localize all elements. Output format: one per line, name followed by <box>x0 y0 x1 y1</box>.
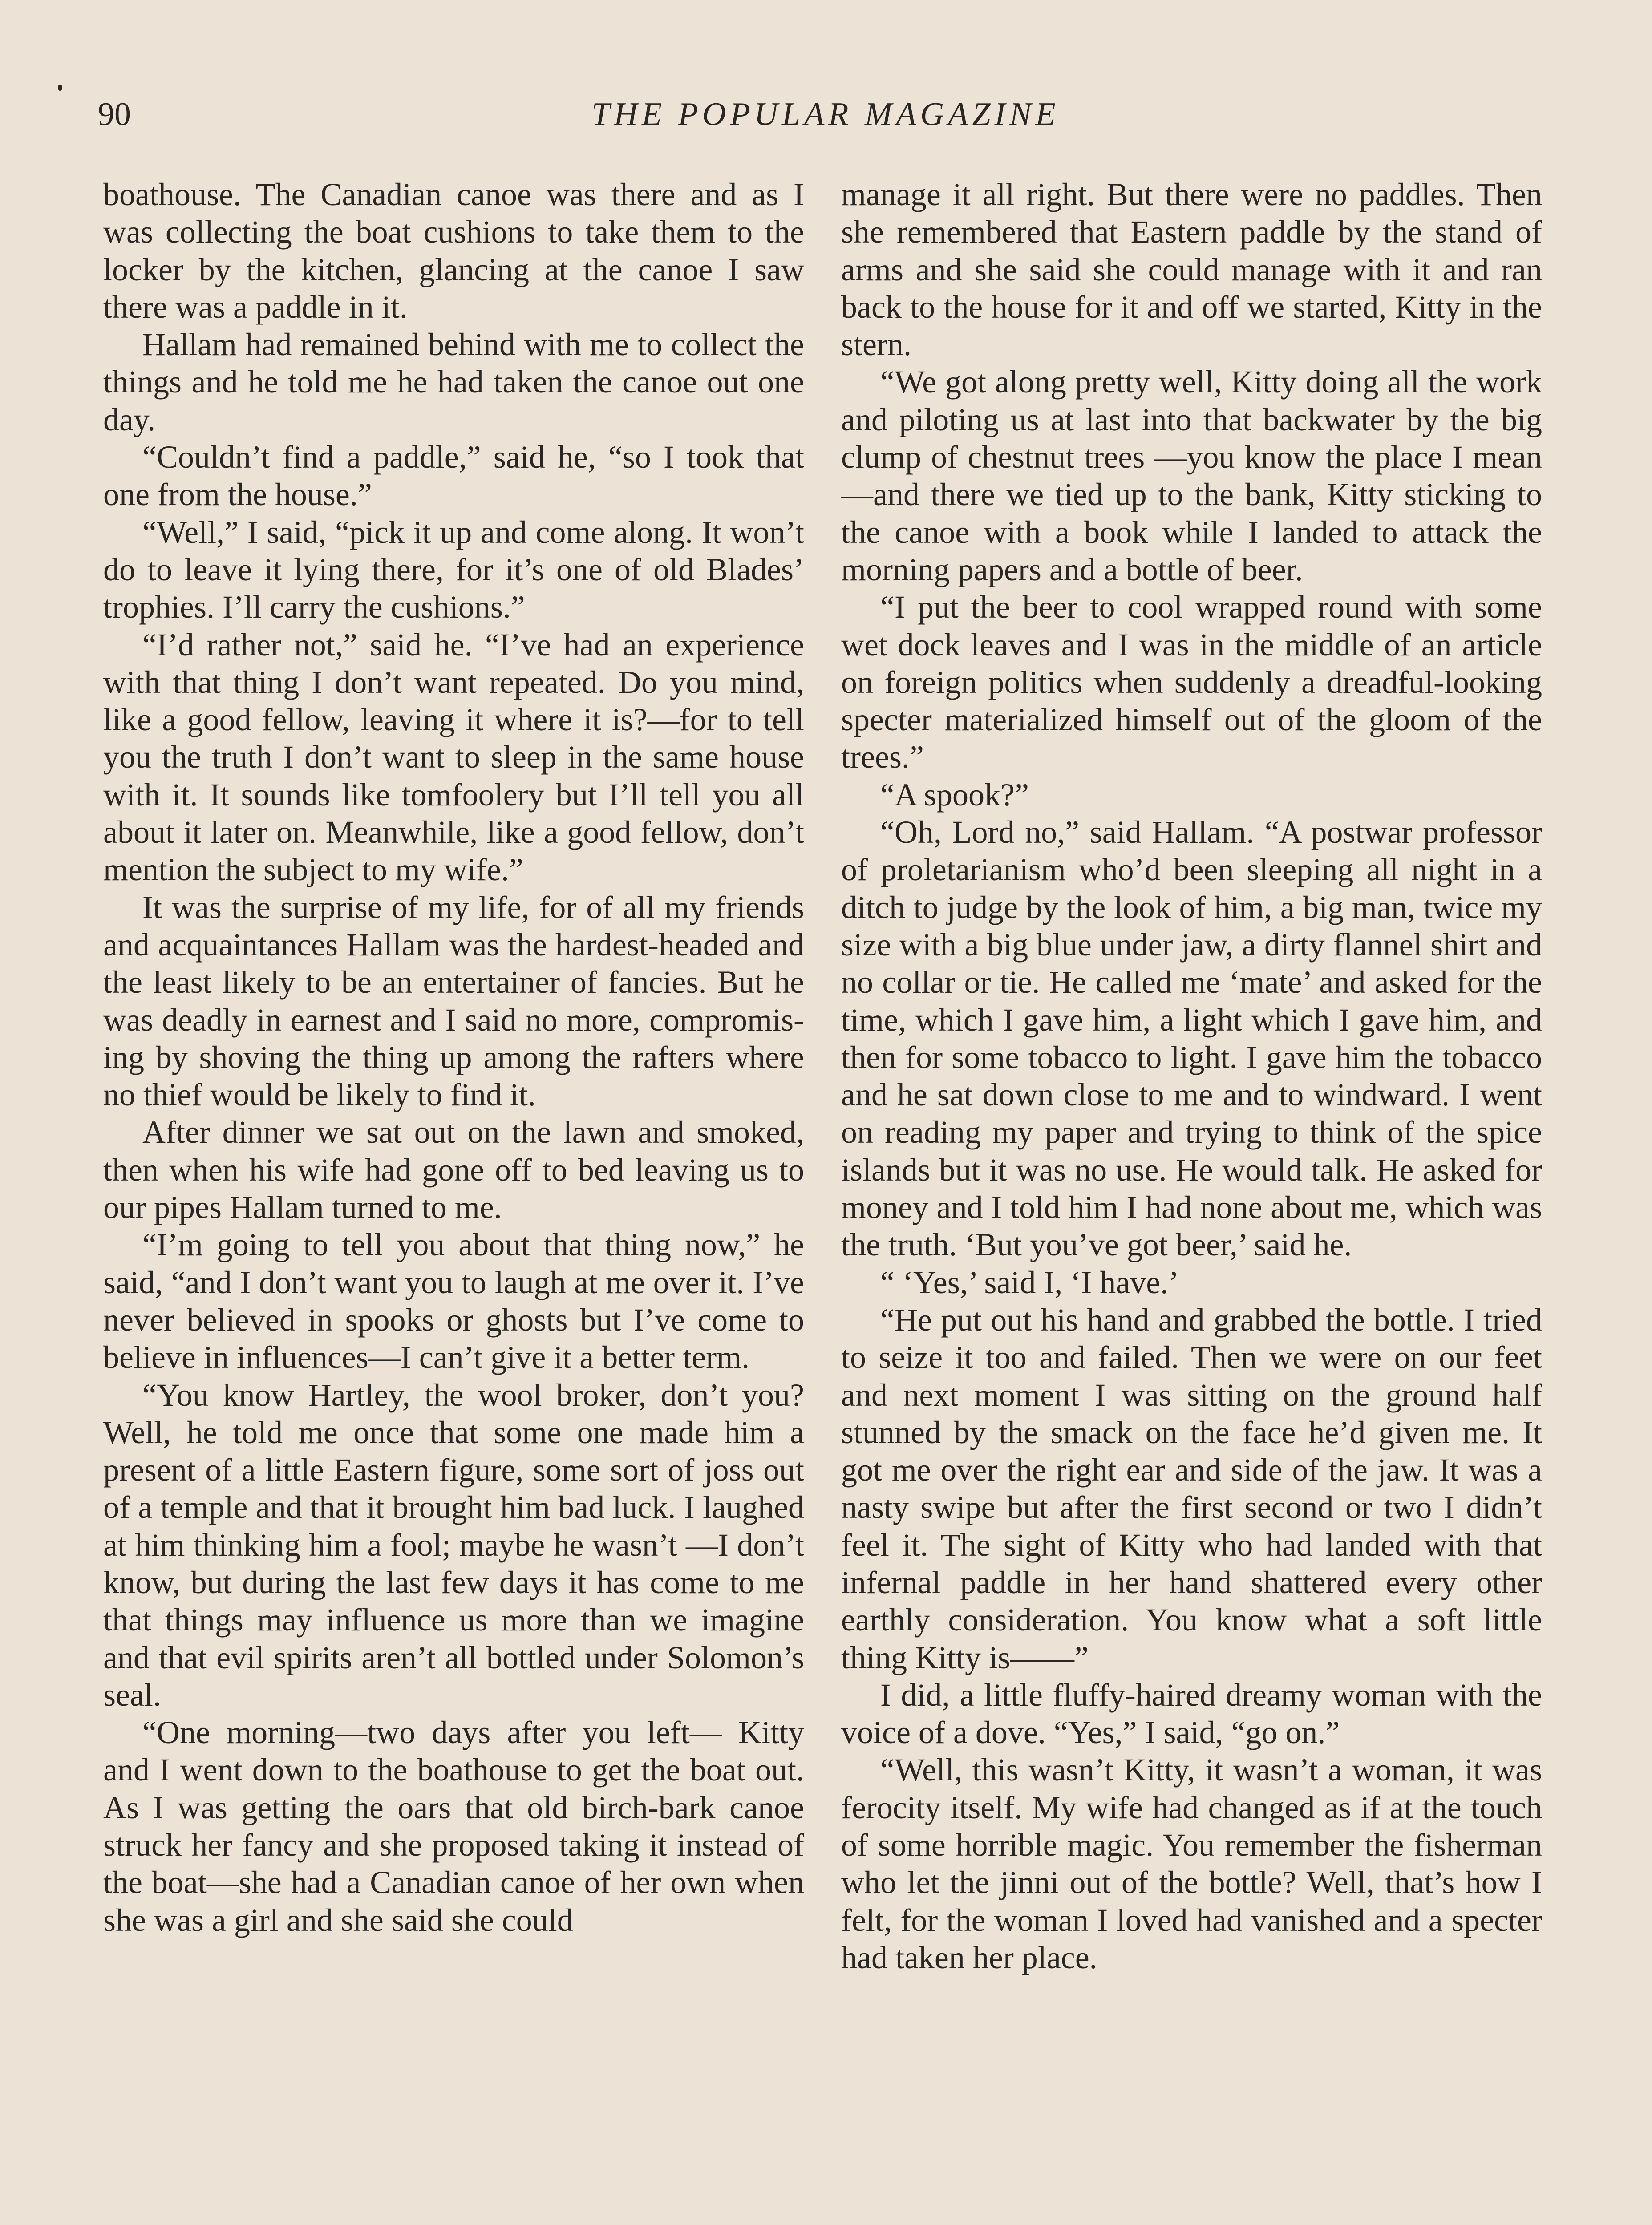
paragraph: “Oh, Lord no,” said Hallam. “A postwar professor of proletarianism who’d been sleeping all night in a ditch to judge by the look of him, a big man, twice my size with a big blue under jaw, a dirty flannel shirt and no collar or tie. He called me ‘mate’ and asked for the time, which I gave him, a light which I gave him, and then for some tobacco to light. I gave him the tobacco and he sat down close to me and to windward. I went on reading my paper and trying to think of the spice islands but it was no use. He would talk. He asked for money and I told him I had none about me, which was the truth. ‘But you’ve got beer,’ said he. <box>841 814 1542 1263</box>
magazine-title: THE POPULAR MAGAZINE <box>591 96 1060 133</box>
paragraph: “We got along pretty well, Kitty doing all the work and piloting us at last into that backwater by the big clump of chestnut trees —you know the place I mean—and there we tied up to the bank, Kitty sticking to the canoe with a book while I landed to attack the morning papers and a bottle of beer. <box>841 364 1542 587</box>
paragraph: “He put out his hand and grabbed the bottle. I tried to seize it too and failed. Then we were on our feet and next moment I was sitting on the ground half stunned by the smack on the face he’d given me. It got me over the right ear and side of the jaw. It was a nasty swipe but after the first second or two I didn’t feel it. The sight of Kitty who had landed with that infernal paddle in her hand shattered every other earthly consideration. You know what a soft little thing Kitty is——” <box>841 1302 1542 1675</box>
paragraph: It was the surprise of my life, for of all my friends and acquaintances Hallam was the hardest-headed and the least likely to be an entertainer of fancies. But he was deadly in earnest and I said no more, compromising by shoving the thing up among the rafters where no thief would be likely to find it. <box>103 889 804 1113</box>
text-column-left <box>103 176 804 1939</box>
paragraph: “A spook?” <box>880 777 1029 813</box>
paragraph: manage it all right. But there were no paddles. Then she remembered that Eastern paddle by the stand of arms and she said she could manage with it and ran back to the house for it and off we started, Kitty in the stern. <box>841 177 1542 363</box>
paragraph: “Well,” I said, “pick it up and come along. It won’t do to leave it lying there, for it’s one of old Blades’ trophies. I’ll carry the cushions.” <box>103 514 804 625</box>
paragraph: boathouse. The Canadian canoe was there and as I was collecting the boat cushions to take them to the locker by the kitchen, glancing at the canoe I saw there was a paddle in it. <box>103 177 804 325</box>
paragraph: “Well, this wasn’t Kitty, it wasn’t a woman, it was ferocity itself. My wife had changed as if at the touch of some horrible magic. You remember the fisherman who let the jinni out of the bottle? Well, that’s how I felt, for the woman I loved had vanished and a specter had taken her place. <box>841 1752 1542 1975</box>
paragraph: “You know Hartley, the wool broker, don’t you? Well, he told me once that some one made him a present of a little Eastern figure, some sort of joss out of a temple and that it brought him bad luck. I laughed at him thinking him a fool; maybe he wasn’t —I don’t know, but during the last few days it has come to me that things may influence us more than we imagine and that evil spirits aren’t all bottled under Solomon’s seal. <box>103 1377 804 1713</box>
ink-speck <box>58 85 62 91</box>
paragraph: “One morning—two days after you left— Kitty and I went down to the boathouse to get the boat out. As I was getting the oars that old birch-bark canoe struck her fancy and she proposed taking it instead of the boat—she had a Canadian canoe of her own when she was a girl and she said she could <box>103 1715 804 1938</box>
page-number: 90 <box>98 96 131 133</box>
text-column-right <box>841 176 1542 1976</box>
paragraph: I did, a little fluffy-haired dreamy woman with the voice of a dove. “Yes,” I said, “go on.” <box>841 1677 1542 1751</box>
paragraph: “Couldn’t find a paddle,” said he, “so I took that one from the house.” <box>103 439 804 513</box>
paragraph: “I’m going to tell you about that thing now,” he said, “and I don’t want you to laugh at me over it. I’ve never believed in spooks or ghosts but I’ve come to believe in influences—I can’t give it a better term. <box>103 1227 804 1375</box>
paragraph: Hallam had remained behind with me to collect the things and he told me he had taken the canoe out one day. <box>103 327 804 437</box>
paragraph: “I’d rather not,” said he. “I’ve had an experience with that thing I don’t want repeated. Do you mind, like a good fellow, leaving it where it is?—for to tell you the truth I don’t want to sleep in the same house with it. It sounds like tomfoolery but I’ll tell you all about it later on. Meanwhile, like a good fellow, don’t mention the subject to my wife.” <box>103 627 804 888</box>
paragraph: “ ‘Yes,’ said I, ‘I have.’ <box>880 1264 1179 1300</box>
paragraph: “I put the beer to cool wrapped round with some wet dock leaves and I was in the middle of an article on foreign politics when suddenly a dreadful-looking specter materialized himself out of the gloom of the trees.” <box>841 589 1542 775</box>
running-head <box>98 91 1553 145</box>
paragraph: After dinner we sat out on the lawn and smoked, then when his wife had gone off to bed leaving us to our pipes Hallam turned to me. <box>103 1114 804 1226</box>
